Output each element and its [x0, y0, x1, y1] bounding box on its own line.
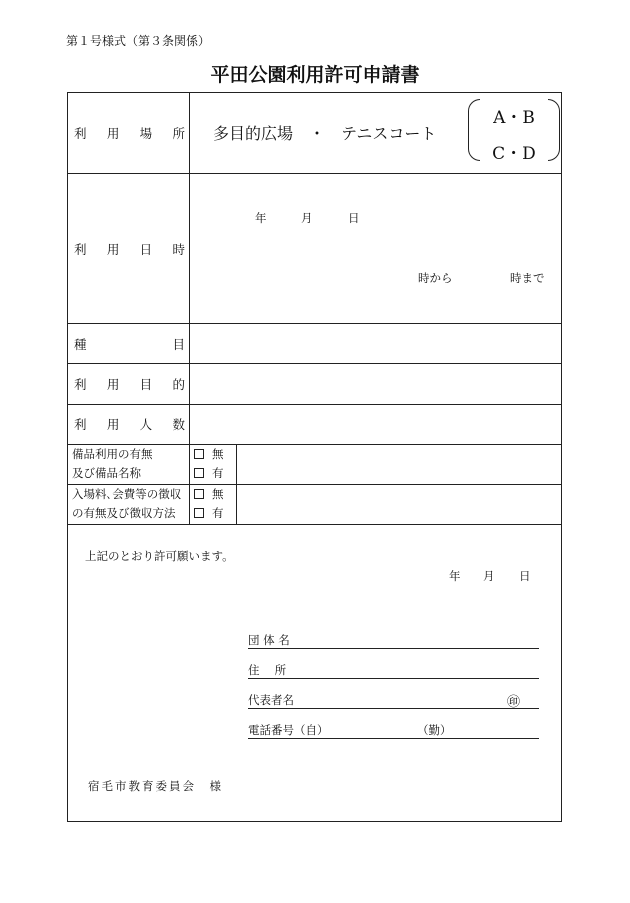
- application-table: [67, 92, 562, 822]
- time-from[interactable]: 時から: [418, 271, 453, 285]
- courts-cd[interactable]: C・D: [492, 144, 536, 164]
- equipment-none-option[interactable]: 無: [194, 445, 224, 464]
- fees-none-option[interactable]: 無: [194, 485, 224, 504]
- label-place: 利 用 場 所: [74, 126, 185, 141]
- checkbox-icon[interactable]: [194, 468, 204, 478]
- purpose-field[interactable]: [192, 366, 557, 400]
- phone-label: 電話番号（自）: [248, 723, 329, 737]
- date-year[interactable]: 年: [255, 211, 267, 225]
- fee-method-field[interactable]: [240, 487, 558, 521]
- date-month[interactable]: 月: [301, 211, 313, 225]
- label-equipment-line2: 及び備品名称: [72, 466, 141, 480]
- checkbox-icon[interactable]: [194, 449, 204, 459]
- recipient: 宿毛市教育委員会 様: [88, 779, 223, 793]
- label-datetime: 利 用 日 時: [74, 242, 185, 257]
- tennis-court-selector[interactable]: [468, 97, 560, 165]
- equipment-name-field[interactable]: [240, 447, 558, 481]
- label-column-divider: [189, 93, 190, 524]
- row-divider: [68, 404, 561, 405]
- application-statement: 上記のとおり許可願います。: [85, 549, 234, 563]
- fees-yes-option[interactable]: 有: [194, 504, 224, 523]
- label-event: 種 目: [74, 337, 185, 352]
- courts-ab[interactable]: A・B: [493, 108, 535, 128]
- group-name-field[interactable]: [248, 632, 539, 649]
- phone-work-label: （勤）: [417, 723, 452, 737]
- checkbox-icon[interactable]: [194, 508, 204, 518]
- option-column-divider: [236, 444, 237, 524]
- event-field[interactable]: [192, 326, 557, 360]
- row-divider: [68, 363, 561, 364]
- representative-label: 代表者名: [248, 693, 294, 707]
- label-fees-line1: 入場料､会費等の徴収: [72, 487, 182, 501]
- label-equipment-line1: 備品利用の有無: [72, 447, 153, 461]
- label-people: 利 用 人 数: [74, 417, 185, 432]
- application-month[interactable]: 月: [483, 569, 495, 583]
- form-number: 第１号様式（第３条関係）: [66, 34, 211, 48]
- label-fees-line2: の有無及び徴収方法: [72, 506, 176, 520]
- application-day[interactable]: 日: [519, 569, 531, 583]
- date-day[interactable]: 日: [348, 211, 360, 225]
- time-to[interactable]: 時まで: [510, 271, 545, 285]
- form-title: 平田公園利用許可申請書: [210, 64, 420, 86]
- group-name-label: 団 体 名: [248, 633, 290, 647]
- label-purpose: 利 用 目 的: [74, 377, 185, 392]
- people-field[interactable]: [192, 407, 557, 441]
- application-year[interactable]: 年: [449, 569, 461, 583]
- address-label: 住 所: [248, 663, 287, 677]
- phone-field[interactable]: [248, 722, 539, 739]
- representative-field[interactable]: [248, 692, 539, 709]
- row-divider: [68, 524, 561, 525]
- row-divider: [68, 323, 561, 324]
- seal-mark: ㊞: [507, 695, 521, 710]
- checkbox-icon[interactable]: [194, 489, 204, 499]
- address-field[interactable]: [248, 662, 539, 679]
- equipment-yes-option[interactable]: 有: [194, 464, 224, 483]
- place-options[interactable]: 多目的広場 ・ テニスコート: [213, 124, 437, 143]
- row-divider: [68, 173, 561, 174]
